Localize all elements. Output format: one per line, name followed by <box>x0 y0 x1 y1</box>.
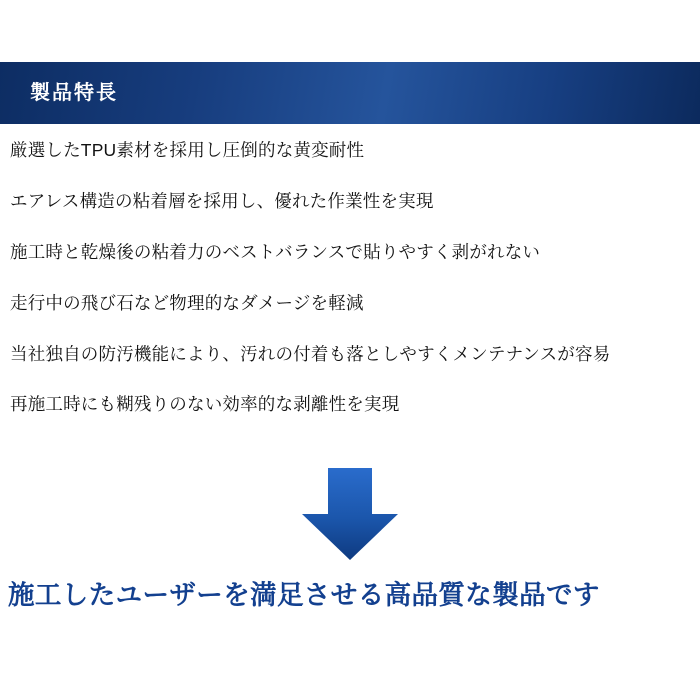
slogan-text: 施工したユーザーを満足させる高品質な製品です <box>8 580 600 610</box>
list-item: エアレス構造の粘着層を採用し、優れた作業性を実現 <box>10 190 434 211</box>
list-item: 厳選したTPU素材を採用し圧倒的な黄変耐性 <box>10 140 365 160</box>
list-item: 施工時と乾燥後の粘着力のベストバランスで貼りやすく剥がれない <box>10 241 541 262</box>
arrow-container <box>0 468 700 560</box>
section-header-bar <box>0 62 700 124</box>
feature-list <box>0 140 700 445</box>
list-item: 再施工時にも糊残りのない効率的な剥離性を実現 <box>10 394 400 415</box>
list-item: 走行中の飛び石など物理的なダメージを軽減 <box>10 292 364 313</box>
page-title: 製品特長 <box>30 82 118 104</box>
arrow-down-icon <box>302 468 398 560</box>
list-item: 当社独自の防汚機能により、汚れの付着も落としやすくメンテナンスが容易 <box>10 343 611 364</box>
